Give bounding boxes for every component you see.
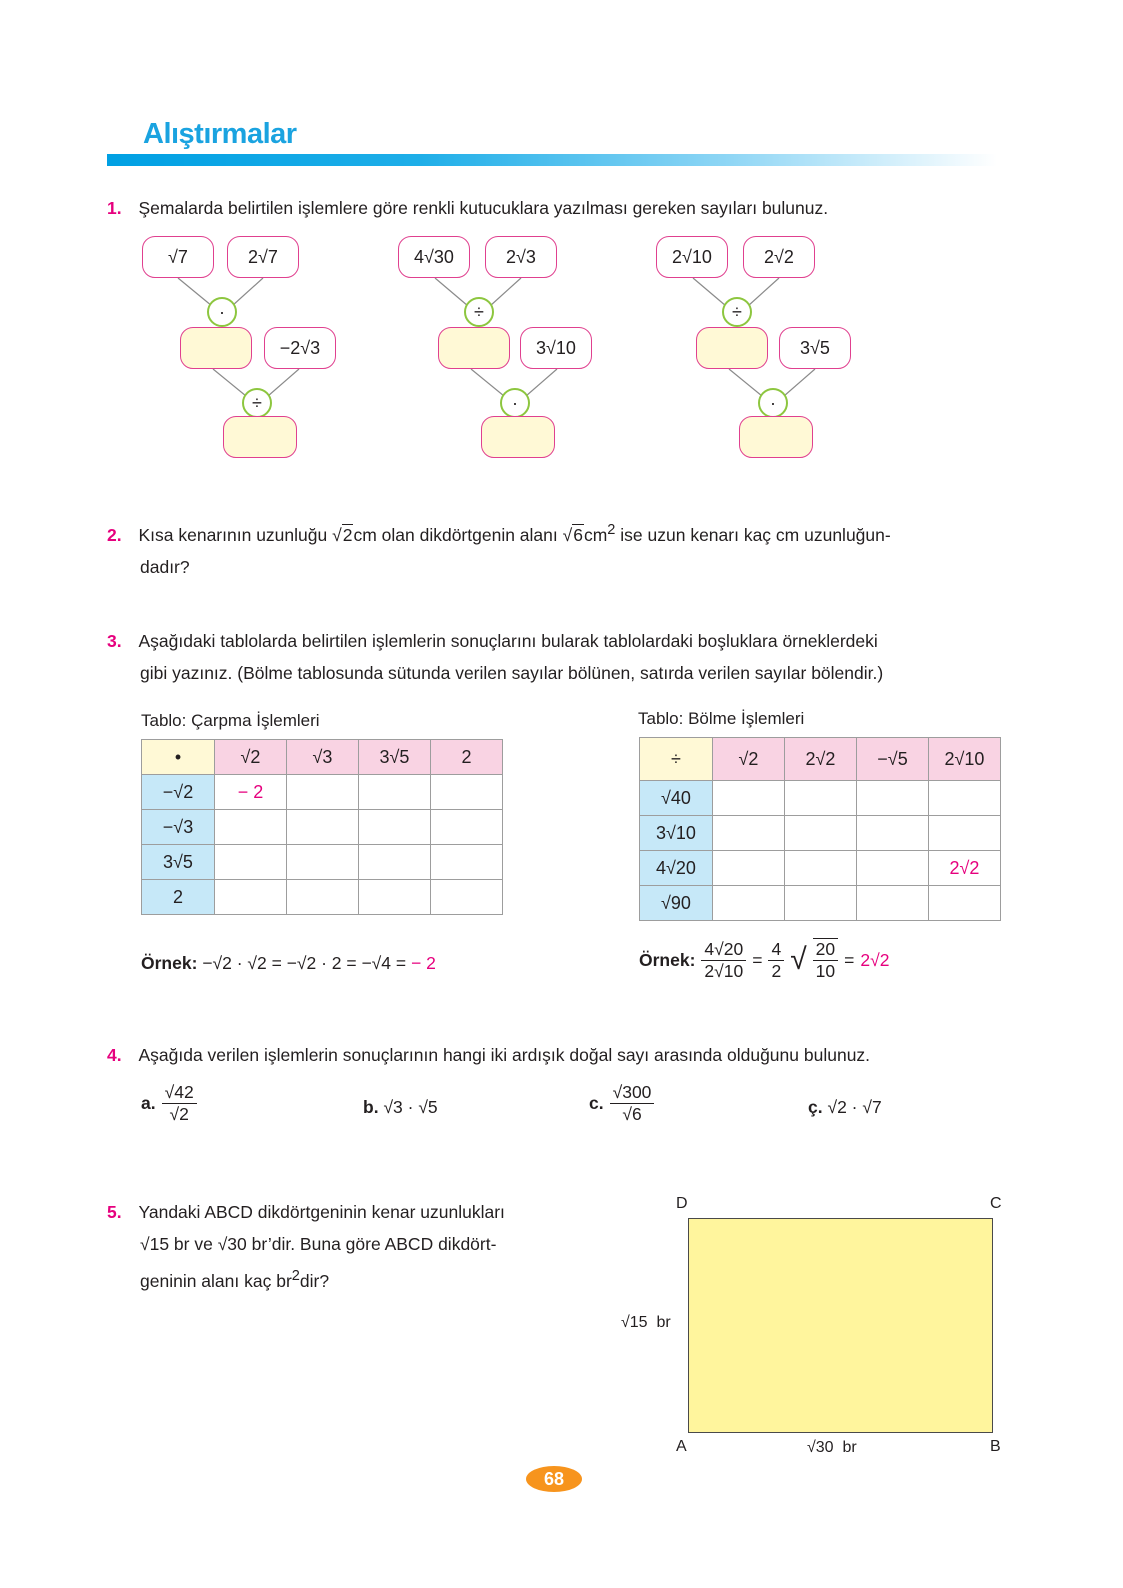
question-text: cm olan dikdörtgenin alanı [353, 524, 558, 545]
question-2 [107, 514, 1007, 583]
table-cell[interactable] [215, 880, 287, 915]
vertex-c: C [990, 1195, 1002, 1212]
scheme-2-mid-right: 3√10 [520, 327, 592, 369]
table-cell[interactable] [359, 775, 431, 810]
column-header: √2 [215, 740, 287, 775]
row-header: 4√20 [640, 851, 713, 886]
mult-example [141, 953, 436, 974]
mult-table-caption: Tablo: Çarpma İşlemleri [141, 711, 320, 730]
table-cell[interactable] [857, 816, 929, 851]
question-text: Kısa kenarının uzunluğu [138, 524, 328, 545]
radicand: 2 [342, 524, 353, 545]
table-cell[interactable] [857, 781, 929, 816]
divide-operator-icon: ÷ [722, 297, 752, 327]
scheme-3-top-left: 2√10 [656, 236, 728, 278]
denominator: 10 [815, 961, 836, 981]
scheme-2-top-left: 4√30 [398, 236, 470, 278]
numerator: 20 [813, 939, 838, 961]
question-text: gibi yazınız. (Bölme tablosunda sütunda verilen sayılar bölünen, satırda verilen sayılar bölendir.) [140, 663, 884, 683]
denominator: √2 [169, 1104, 189, 1124]
table-cell[interactable] [431, 880, 503, 915]
question-5 [107, 1196, 582, 1297]
question-text: Aşağıdaki tablolarda belirtilen işlemlerin sonuçlarını bularak tablolardaki boşluklara örneklerdeki [138, 631, 878, 651]
table-cell[interactable] [713, 886, 785, 921]
numerator: √300 [610, 1082, 655, 1104]
scheme-2-top-right: 2√3 [485, 236, 557, 278]
fraction [768, 939, 784, 982]
question-number: 2. [107, 524, 122, 545]
question-number: 3. [107, 631, 122, 651]
q4-item-a [141, 1082, 197, 1125]
scheme-3-top-right: 2√2 [743, 236, 815, 278]
scheme-1-answer-box-2[interactable] [223, 416, 297, 458]
question-text: dadır? [140, 556, 190, 577]
table-cell[interactable] [713, 781, 785, 816]
divide-operator-icon: ÷ [242, 388, 272, 418]
scheme-1-top-right: 2√7 [227, 236, 299, 278]
numerator: 4√20 [701, 939, 746, 961]
question-text: dir? [299, 1270, 330, 1291]
table-cell[interactable] [431, 810, 503, 845]
column-header: 2 [431, 740, 503, 775]
table-cell[interactable] [785, 781, 857, 816]
question-number: 5. [107, 1202, 122, 1222]
expression: √2 · √7 [827, 1097, 882, 1117]
scheme-2-answer-box-1[interactable] [438, 327, 510, 369]
scheme-1-mid-right: −2√3 [264, 327, 336, 369]
scheme-3-answer-box-2[interactable] [739, 416, 813, 458]
item-label: a. [141, 1093, 156, 1113]
question-text: ise uzun kenarı kaç cm uzunluğun- [620, 524, 891, 545]
table-cell[interactable] [431, 775, 503, 810]
example-result: − 2 [410, 953, 436, 973]
exponent: 2 [291, 1268, 300, 1284]
sqrt-expression: √2 [332, 524, 353, 545]
vertex-d: D [676, 1195, 688, 1212]
unit: cm [583, 524, 608, 545]
table-cell[interactable] [929, 816, 1001, 851]
table-cell[interactable] [359, 810, 431, 845]
question-text: geninin alanı kaç br [140, 1270, 292, 1291]
denominator: √6 [622, 1104, 642, 1124]
multiply-operator-icon: · [207, 297, 237, 327]
table-cell[interactable] [359, 845, 431, 880]
table-corner: ÷ [640, 738, 713, 781]
vertex-a: A [676, 1438, 687, 1455]
row-header: 3√5 [142, 845, 215, 880]
numerator: √42 [162, 1082, 197, 1104]
column-header: −√5 [857, 738, 929, 781]
scheme-3-answer-box-1[interactable] [696, 327, 768, 369]
side-ad-label: √15 br [621, 1314, 671, 1331]
row-header: −√2 [142, 775, 215, 810]
item-label: c. [589, 1093, 604, 1113]
table-cell[interactable] [785, 816, 857, 851]
divide-operator-icon: ÷ [464, 297, 494, 327]
multiply-operator-icon: · [758, 388, 788, 418]
table-cell[interactable] [287, 880, 359, 915]
row-header: √40 [640, 781, 713, 816]
table-cell[interactable] [785, 851, 857, 886]
question-text: Şemalarda belirtilen işlemlere göre renkli kutucuklara yazılması gereken sayıları bulunuz. [138, 198, 829, 218]
side-ab-label: √30 br [807, 1439, 857, 1456]
div-example: Örnek: $\frac{4√20}{2√10}$ = $\frac{4}{2}$ √ $\frac{20}{10}$ = 2√2 [639, 938, 890, 981]
q4-item-c [589, 1082, 654, 1125]
table-cell[interactable] [713, 816, 785, 851]
table-cell[interactable] [785, 886, 857, 921]
sqrt-expression: √6 [562, 524, 583, 545]
example-result: 2√2 [860, 949, 890, 970]
table-cell[interactable] [929, 886, 1001, 921]
item-label: b. [363, 1097, 379, 1117]
denominator: 2√10 [704, 960, 744, 981]
rectangle-abcd [688, 1218, 993, 1433]
table-cell[interactable] [287, 845, 359, 880]
example-expression: −√2 · √2 = −√2 · 2 = −√4 = [202, 953, 407, 973]
column-header: √3 [287, 740, 359, 775]
table-cell[interactable] [215, 845, 287, 880]
page-title: Alıştırmalar [143, 118, 297, 150]
scheme-2-answer-box-2[interactable] [481, 416, 555, 458]
table-cell[interactable] [287, 810, 359, 845]
table-cell[interactable] [215, 810, 287, 845]
item-label: ç. [808, 1097, 823, 1117]
column-header: 2√10 [929, 738, 1001, 781]
q4-item-cc [808, 1097, 882, 1118]
question-3 [107, 625, 1007, 689]
denominator: 2 [771, 960, 782, 981]
example-label: Örnek: [141, 953, 198, 973]
vertex-b: B [990, 1438, 1001, 1455]
radicand: 6 [573, 524, 583, 545]
table-cell[interactable] [857, 886, 929, 921]
numerator: 4 [768, 939, 784, 961]
column-header: 2√2 [785, 738, 857, 781]
scheme-1-answer-box-1[interactable] [180, 327, 252, 369]
row-header: −√3 [142, 810, 215, 845]
question-number: 4. [107, 1045, 122, 1065]
table-cell[interactable] [713, 851, 785, 886]
question-4 [107, 1039, 870, 1071]
row-header: 2 [142, 880, 215, 915]
table-cell[interactable] [857, 851, 929, 886]
question-text: Aşağıda verilen işlemlerin sonuçlarının hangi iki ardışık doğal sayı arasında olduğunu bulunuz. [138, 1045, 871, 1065]
fraction [610, 1082, 655, 1125]
example-label: Örnek: [639, 949, 696, 970]
question-text: √15 br ve √30 br’dir. Buna göre ABCD dikdört- [140, 1234, 497, 1254]
column-header: 3√5 [359, 740, 431, 775]
q4-item-b [363, 1097, 438, 1118]
table-cell[interactable] [287, 775, 359, 810]
expression: √3 · √5 [383, 1097, 438, 1117]
table-cell[interactable]: − 2 [215, 775, 287, 810]
exponent: 2 [607, 522, 616, 538]
div-table-caption: Tablo: Bölme İşlemleri [638, 709, 805, 728]
fraction [701, 939, 746, 982]
row-header: 3√10 [640, 816, 713, 851]
table-cell[interactable] [929, 781, 1001, 816]
row-header: √90 [640, 886, 713, 921]
table-corner: • [142, 740, 215, 775]
table-cell[interactable] [359, 880, 431, 915]
multiply-operator-icon: · [500, 388, 530, 418]
scheme-3-mid-right: 3√5 [779, 327, 851, 369]
table-cell[interactable] [431, 845, 503, 880]
scheme-1-top-left: √7 [142, 236, 214, 278]
fraction [813, 938, 838, 982]
multiplication-table [141, 739, 503, 915]
division-table [639, 737, 1001, 921]
question-text: Yandaki ABCD dikdörtgeninin kenar uzunlukları [138, 1202, 505, 1222]
table-cell[interactable]: 2√2 [929, 851, 1001, 886]
page-number-badge: 68 [526, 1466, 582, 1492]
question-number: 1. [107, 198, 122, 218]
column-header: √2 [713, 738, 785, 781]
fraction [162, 1082, 197, 1125]
